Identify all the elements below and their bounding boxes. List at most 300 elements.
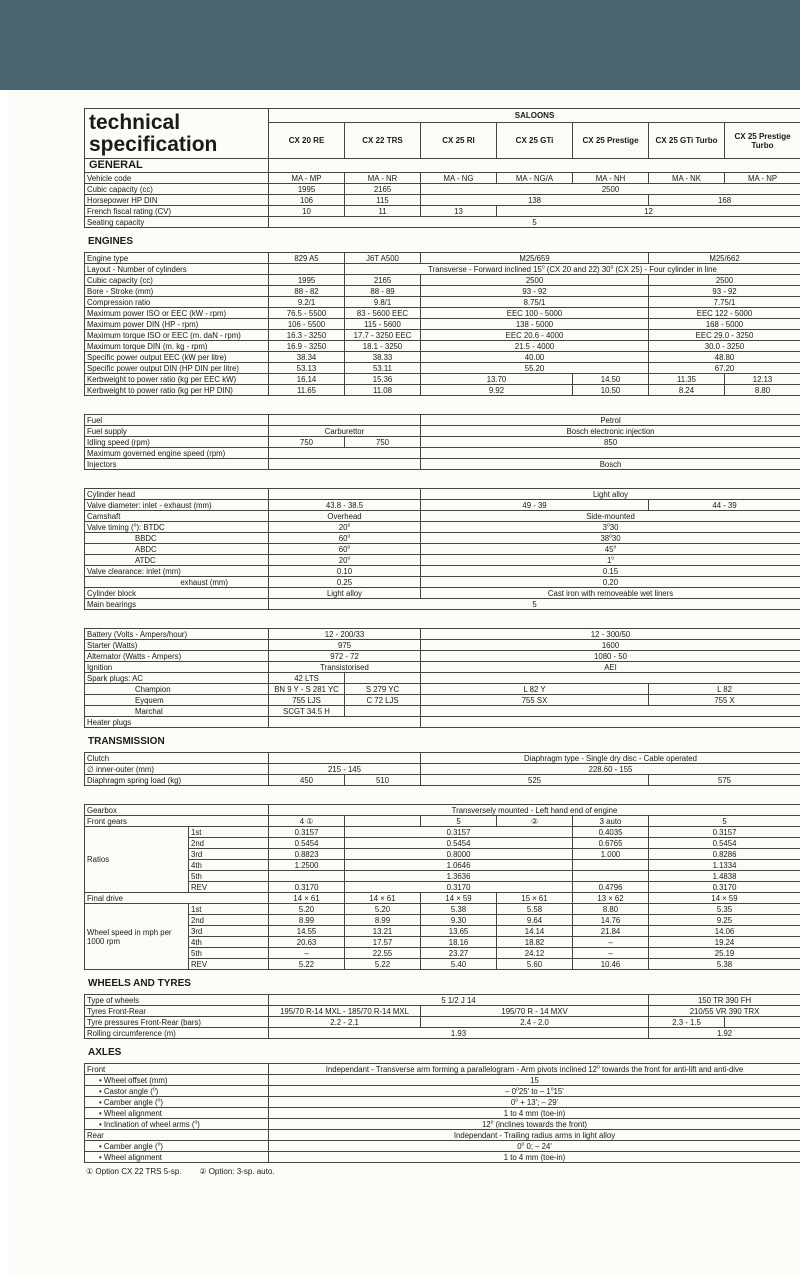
spec-value: 2.4 - 2.0 [421, 1017, 649, 1028]
spec-value: 1995 [269, 184, 345, 195]
spec-value: 14 × 59 [421, 893, 497, 904]
row-label: • Castor angle ($^o$) [85, 1086, 269, 1097]
spec-value: 1 to 4 mm (toe-in) [269, 1152, 800, 1163]
spec-value: 0.3157 [269, 827, 345, 838]
spec-value: 17.7 - 3250 EEC [345, 330, 421, 341]
row-label: exhaust (mm) [85, 577, 269, 588]
wheels-heading: WHEELS AND TYRES [88, 978, 191, 989]
spec-value: 24.12 [497, 948, 573, 959]
spec-value: 7.75/1 [649, 297, 800, 308]
spec-row [85, 352, 800, 363]
spec-value: Transversely mounted - Left hand end of engine [269, 805, 800, 816]
spec-value: 750 [269, 437, 345, 448]
spec-value: 9.92 [421, 385, 573, 396]
wheel-speed-row [85, 948, 800, 959]
row-label: Ignition [85, 662, 269, 673]
spec-value: 11.65 [269, 385, 345, 396]
row-label: Compression ratio [85, 297, 269, 308]
row-label: Starter (Watts) [85, 640, 269, 651]
spec-value: 5.38 [649, 959, 800, 970]
row-label: Rolling circumference (m) [85, 1028, 269, 1039]
spec-value: 23.27 [421, 948, 497, 959]
spec-value: 975 [269, 640, 421, 651]
row-label: Champion [85, 684, 269, 695]
axle-row [85, 1097, 800, 1108]
row-label: Layout - Number of cylinders [85, 264, 269, 275]
row-label: Spark plugs: AC [85, 673, 269, 684]
row-label: • Wheel offset (mm) [85, 1075, 269, 1086]
row-label: • Inclination of wheel arms ($^o$) [85, 1119, 269, 1130]
spec-value: 9.64 [497, 915, 573, 926]
spec-value: 168 - 5000 [649, 319, 800, 330]
ratio-row [85, 849, 800, 860]
spec-value: SCGT 34.5 H [269, 706, 345, 717]
spec-row [85, 195, 800, 206]
spec-row [85, 1028, 800, 1039]
spec-value: 88 - 89 [345, 286, 421, 297]
spec-value: 11.08 [345, 385, 421, 396]
spec-value: 16.9 - 3250 [269, 341, 345, 352]
spec-value: C 72 LJS [345, 695, 421, 706]
row-label: • Wheel alignment [85, 1152, 269, 1163]
gear-label: 3rd [189, 926, 269, 937]
spec-row [85, 374, 800, 385]
general-table [84, 108, 800, 228]
spec-value: Transistorised [269, 662, 421, 673]
spec-value: 12$^o$ (inclines towards the front) [269, 1119, 800, 1130]
spec-value: 67.20 [649, 363, 800, 374]
spec-value: Bosch [421, 459, 800, 470]
wheel-speed-row [85, 915, 800, 926]
spec-value: 60$^o$ [269, 544, 421, 555]
spec-value [421, 448, 800, 459]
wheels-table [84, 994, 800, 1039]
row-label: ∅ inner-outer (mm) [85, 764, 269, 775]
spec-value: 3$^o$30 [421, 522, 800, 533]
spec-value: Carburettor [269, 426, 421, 437]
spec-value: 4 ① [269, 816, 345, 827]
row-label: Kerbweight to power ratio (kg per HP DIN) [85, 385, 269, 396]
spec-value: 0.3170 [345, 882, 573, 893]
spec-value: 525 [421, 775, 649, 786]
spec-value: 195/70 R-14 MXL - 185/70 R-14 MXL [269, 1006, 421, 1017]
spec-value: 2500 [649, 275, 800, 286]
spec-value: ② [497, 816, 573, 827]
spec-value: 0.8286 [649, 849, 800, 860]
spec-value: 0.3157 [649, 827, 800, 838]
row-label: Marchal [85, 706, 269, 717]
axle-row [85, 1075, 800, 1086]
electrical-table [84, 628, 800, 728]
spec-value: MA - MP [269, 173, 345, 184]
spec-value: 10 [269, 206, 345, 217]
spec-value: 2165 [345, 275, 421, 286]
spec-value: 38.34 [269, 352, 345, 363]
spec-value: L 82 Y [421, 684, 649, 695]
footnote-2: ② Option: 3-sp. auto. [199, 1167, 275, 1176]
spec-value: 53.11 [345, 363, 421, 374]
spec-value [269, 448, 421, 459]
model-column-header: CX 25 Prestige [573, 123, 649, 159]
spec-value: 55.20 [421, 363, 649, 374]
spec-value: MA - NR [345, 173, 421, 184]
spec-value: Independant - Transverse arm forming a parallelogram - Arm pivots inclined 12$^o$ towards the front for anti-lift and anti-dive [269, 1064, 800, 1075]
spec-value: 2.3 - 1.5 [649, 1017, 725, 1028]
gear-label: 2nd [189, 915, 269, 926]
gear-label: 3rd [189, 849, 269, 860]
row-label: Engine type [85, 253, 269, 264]
spec-value: 10.50 [573, 385, 649, 396]
spec-value: 3 auto [573, 816, 649, 827]
spec-value: 9.25 [649, 915, 800, 926]
spec-value: 14.14 [497, 926, 573, 937]
spec-value [345, 706, 421, 717]
spec-value: 106 [269, 195, 345, 206]
spec-value: 1$^o$ [421, 555, 800, 566]
row-label: Specific power output EEC (kW per litre) [85, 352, 269, 363]
spec-value: 48.80 [649, 352, 800, 363]
spec-value [421, 673, 800, 684]
spec-row [85, 184, 800, 195]
spec-value: 76.5 - 5500 [269, 308, 345, 319]
spec-value: 0$^o$ 0; – 24' [269, 1141, 800, 1152]
axle-row [85, 1119, 800, 1130]
spec-value: 13 × 62 [573, 893, 649, 904]
model-column-header: CX 25 RI [421, 123, 497, 159]
spec-value: 13.21 [345, 926, 421, 937]
spec-value: Petrol [421, 415, 800, 426]
spec-value: BN 9 Y - S 281 YC [269, 684, 345, 695]
spec-value: J6T A500 [345, 253, 421, 264]
row-label: Heater plugs [85, 717, 269, 728]
spec-row [85, 544, 800, 555]
spec-row [85, 173, 800, 184]
spec-value [269, 871, 345, 882]
spec-value: EEC 20.6 - 4000 [421, 330, 649, 341]
spec-value: 829 A5 [269, 253, 345, 264]
spec-value: 15.36 [345, 374, 421, 385]
spec-value: – [573, 948, 649, 959]
row-label: Bore - Stroke (mm) [85, 286, 269, 297]
spec-value: – [269, 948, 345, 959]
wheel-speed-row [85, 926, 800, 937]
spec-value: 8.80 [725, 385, 800, 396]
spec-value: 0.3157 [345, 827, 573, 838]
row-label: Type of wheels [85, 995, 269, 1006]
spec-value: 18.16 [421, 937, 497, 948]
spec-row [85, 717, 800, 728]
spec-row [85, 522, 800, 533]
spec-value: EEC 29.0 - 3250 [649, 330, 800, 341]
spec-value: 17.57 [345, 937, 421, 948]
gear-label: 4th [189, 937, 269, 948]
spec-value: 0.15 [421, 566, 800, 577]
spec-value: 5.35 [649, 904, 800, 915]
spec-value: 150 TR 390 FH [649, 995, 800, 1006]
row-label: Eyquem [85, 695, 269, 706]
spec-value: 38$^o$30 [421, 533, 800, 544]
spec-value [421, 717, 800, 728]
spec-value: 0.8823 [269, 849, 345, 860]
general-heading: GENERAL [85, 159, 269, 173]
spec-value [573, 871, 649, 882]
spec-value: L 82 [649, 684, 800, 695]
spec-value [269, 717, 421, 728]
row-label: Maximum power ISO or EEC (kW - rpm) [85, 308, 269, 319]
spec-row [85, 1017, 800, 1028]
spec-value: 5.20 [345, 904, 421, 915]
spec-value: 106 - 5500 [269, 319, 345, 330]
row-label: Gearbox [85, 805, 269, 816]
spec-row [85, 415, 800, 426]
spec-value: 1600 [421, 640, 800, 651]
front-gears-row [85, 816, 800, 827]
spec-value [345, 816, 421, 827]
row-label: Clutch [85, 753, 269, 764]
spec-row [85, 1006, 800, 1017]
spec-value: 9.8/1 [345, 297, 421, 308]
row-label: Tyres Front-Rear [85, 1006, 269, 1017]
spec-value: 5.40 [421, 959, 497, 970]
spec-row [85, 319, 800, 330]
transmission-heading: TRANSMISSION [88, 736, 165, 747]
engines-table [84, 252, 800, 396]
spec-row [85, 599, 800, 610]
spec-value: 8.99 [269, 915, 345, 926]
spec-value: 115 - 5600 [345, 319, 421, 330]
spec-value [573, 860, 649, 871]
spec-value: 19.24 [649, 937, 800, 948]
spec-value: 21.84 [573, 926, 649, 937]
axle-row [85, 1086, 800, 1097]
spec-value: 2500 [421, 275, 649, 286]
spec-value: 40.00 [421, 352, 649, 363]
spec-value: Bosch electronic injection [421, 426, 800, 437]
spec-value: S 279 YC [345, 684, 421, 695]
spec-value: 53.13 [269, 363, 345, 374]
spec-value: 13 [421, 206, 497, 217]
spec-row [85, 330, 800, 341]
gear-label: REV [189, 882, 269, 893]
general-rows [85, 173, 800, 228]
gear-label: REV [189, 959, 269, 970]
cylinder-table [84, 488, 800, 610]
row-label: Final drive [85, 893, 269, 904]
row-label: Fuel supply [85, 426, 269, 437]
wheel-speed-row [85, 959, 800, 970]
model-column-header: CX 25 GTi Turbo [649, 123, 725, 159]
spec-row [85, 511, 800, 522]
spec-value: 5.22 [345, 959, 421, 970]
spec-value: 0.20 [421, 577, 800, 588]
technical-specification-document [84, 108, 800, 1176]
gearbox-table [84, 804, 800, 970]
spec-value: 138 - 5000 [421, 319, 649, 330]
spec-value: 575 [649, 775, 800, 786]
spec-value [269, 264, 345, 275]
spec-value: MA - NK [649, 173, 725, 184]
row-label: Specific power output DIN (HP DIN per litre) [85, 363, 269, 374]
spec-value: 11.35 [649, 374, 725, 385]
model-column-header: CX 20 RE [269, 123, 345, 159]
spec-value: Light alloy [421, 489, 800, 500]
model-column-header: CX 25 Prestige Turbo [725, 123, 800, 159]
gearbox-row [85, 805, 800, 816]
spec-value: AEI [421, 662, 800, 673]
row-label: Main bearings [85, 599, 269, 610]
model-column-header: CX 25 GTi [497, 123, 573, 159]
spec-row [85, 363, 800, 374]
spec-value: 25.19 [649, 948, 800, 959]
row-label: Horsepower HP DIN [85, 195, 269, 206]
row-label: Wheel speed in mph per 1000 rpm [85, 904, 189, 970]
row-label: Tyre pressures Front-Rear (bars) [85, 1017, 269, 1028]
spec-value: Transverse - Forward inclined 15$^o$ (CX 20 and 22) 30$^o$ (CX 25) - Four cylinder in line [345, 264, 800, 275]
gear-label: 4th [189, 860, 269, 871]
spec-value: 93 - 92 [421, 286, 649, 297]
gear-label: 5th [189, 948, 269, 959]
ratio-row [85, 871, 800, 882]
row-label: Cubic capacity (cc) [85, 184, 269, 195]
spec-value: 0.8000 [345, 849, 573, 860]
spec-value: 38.33 [345, 352, 421, 363]
row-label: • Camber angle ($^o$) [85, 1141, 269, 1152]
row-label: Maximum governed engine speed (rpm) [85, 448, 269, 459]
spec-row [85, 426, 800, 437]
spec-row [85, 706, 800, 717]
spec-value: 1995 [269, 275, 345, 286]
spec-value: 0.3170 [269, 882, 345, 893]
spec-value: MA - NG [421, 173, 497, 184]
axles-table [84, 1063, 800, 1163]
row-label: Maximum torque DIN (m. kg - rpm) [85, 341, 269, 352]
spec-value: 9.2/1 [269, 297, 345, 308]
gear-label: 1st [189, 904, 269, 915]
spec-value: 20$^o$ [269, 522, 421, 533]
spec-row [85, 253, 800, 264]
axle-row [85, 1141, 800, 1152]
spec-value: 14 × 61 [269, 893, 345, 904]
spec-value: 450 [269, 775, 345, 786]
spec-row [85, 206, 800, 217]
spec-row [85, 264, 800, 275]
spec-value: 13.65 [421, 926, 497, 937]
row-label: Maximum power DIN (HP - rpm) [85, 319, 269, 330]
spec-value: 43.8 - 38.5 [269, 500, 421, 511]
spec-value: 14 × 61 [345, 893, 421, 904]
spec-value: 1.3636 [345, 871, 573, 882]
row-label: Cylinder head [85, 489, 269, 500]
spec-value: 5.60 [497, 959, 573, 970]
spec-value: 5.20 [269, 904, 345, 915]
spec-value: 195/70 R - 14 MXV [421, 1006, 649, 1017]
row-label: French fiscal rating (CV) [85, 206, 269, 217]
spec-row [85, 297, 800, 308]
spec-value: MA - NH [573, 173, 649, 184]
spec-row [85, 629, 800, 640]
spec-value: – [573, 937, 649, 948]
row-label: Ratios [85, 827, 189, 893]
axle-row [85, 1064, 800, 1075]
spec-row [85, 555, 800, 566]
row-label: Alternator (Watts - Ampers) [85, 651, 269, 662]
spec-value: 9.30 [421, 915, 497, 926]
spec-value: 755 SX [421, 695, 649, 706]
row-label: Rear [85, 1130, 269, 1141]
spec-value [269, 489, 421, 500]
spec-value: 0.4035 [573, 827, 649, 838]
ratio-row [85, 827, 800, 838]
spec-value: 20.63 [269, 937, 345, 948]
spec-value: 11 [345, 206, 421, 217]
saloons-header: SALOONS [269, 109, 800, 123]
spec-row [85, 308, 800, 319]
spec-value: 12 - 300/50 [421, 629, 800, 640]
spec-value: 138 [421, 195, 649, 206]
spec-value: 22.55 [345, 948, 421, 959]
document-title: technical specification [85, 109, 269, 159]
spec-value: 14.50 [573, 374, 649, 385]
spec-value: 5 [269, 217, 800, 228]
spec-row [85, 684, 800, 695]
spec-value: 228.60 - 155 [421, 764, 800, 775]
spec-value [725, 1017, 800, 1028]
spec-value [421, 706, 800, 717]
spec-value: 1.000 [573, 849, 649, 860]
row-label: Battery (Volts - Ampers/hour) [85, 629, 269, 640]
spec-value: 2500 [421, 184, 800, 195]
footnotes [84, 1167, 800, 1176]
spec-value: 8.99 [345, 915, 421, 926]
row-label: ABDC [85, 544, 269, 555]
row-label: Cubic capacity (cc) [85, 275, 269, 286]
spec-value: 15 [269, 1075, 800, 1086]
spec-value: 1080 - 50 [421, 651, 800, 662]
spec-value: 12.13 [725, 374, 800, 385]
spec-value: 755 LJS [269, 695, 345, 706]
spec-value: 0.3170 [649, 882, 800, 893]
row-label: Valve diameter: inlet - exhaust (mm) [85, 500, 269, 511]
row-label: Idling speed (rpm) [85, 437, 269, 448]
spec-value: 49 - 39 [421, 500, 649, 511]
spec-value: 210/55 VR 390 TRX [649, 1006, 800, 1017]
spec-value: 1.93 [269, 1028, 649, 1039]
row-label: Kerbweight to power ratio (kg per EEC kW) [85, 374, 269, 385]
spec-row [85, 459, 800, 470]
spec-value: – 0$^o$25' to – 1$^o$15' [269, 1086, 800, 1097]
spec-row [85, 448, 800, 459]
engines-heading: ENGINES [88, 236, 134, 247]
spec-value: Overhead [269, 511, 421, 522]
spec-value: 10.46 [573, 959, 649, 970]
spec-value: 0.25 [269, 577, 421, 588]
wheel-speed-row [85, 904, 800, 915]
row-label: Seating capacity [85, 217, 269, 228]
spec-value: Light alloy [269, 588, 421, 599]
spec-value: 168 [649, 195, 800, 206]
axle-row [85, 1130, 800, 1141]
spec-row [85, 695, 800, 706]
spec-value: 12 - 200/33 [269, 629, 421, 640]
ratio-row [85, 860, 800, 871]
ratio-row [85, 882, 800, 893]
spec-value: 18.1 - 3250 [345, 341, 421, 352]
spec-row [85, 577, 800, 588]
row-label: Front gears [85, 816, 269, 827]
spec-value: 2165 [345, 184, 421, 195]
row-label: Diaphragm spring load (kg) [85, 775, 269, 786]
spec-value: Side-mounted [421, 511, 800, 522]
